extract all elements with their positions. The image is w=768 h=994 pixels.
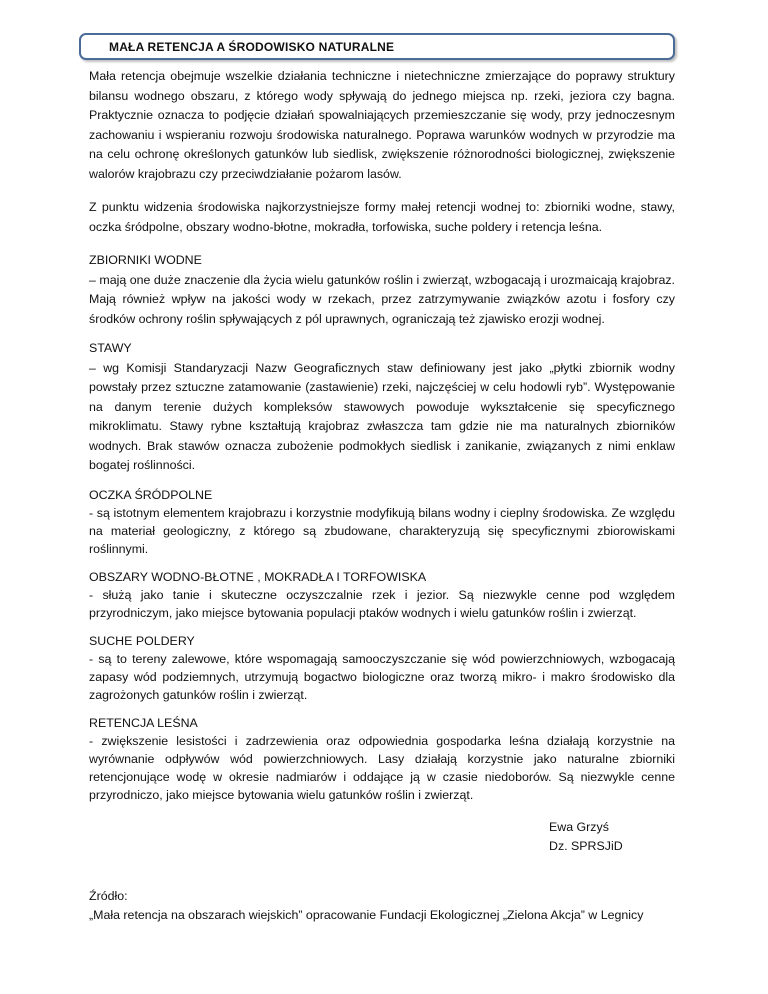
source-label: Źródło:	[89, 888, 128, 903]
section-title: OCZKA ŚRÓDPOLNE	[89, 487, 213, 502]
section-obszary-wodno-blotne	[89, 568, 675, 622]
section-title: ZBIORNIKI WODNE	[89, 253, 202, 267]
title-box	[79, 33, 675, 60]
intro-paragraph: Mała retencja obejmuje wszelkie działania techniczne i nietechniczne zmierzające do poprawy struktury bilansu wodnego obszaru, z którego wody spływają do jednego miejsca np. rzeki, jeziora czy bagna. Praktycznie oznacza to podjęcie działań spowalniających przemieszczanie się wody, przy jednoczesnym zachowaniu i wspieraniu rozwoju środowiska naturalnego. Poprawa warunków wodnych w przyrodzie ma na celu ochronę określonych gatunków lub siedlisk, zwiększenie różnorodności biologicznej, zwiększenie walorów krajobrazu czy przeciwdziałanie pożarom lasów.	[89, 69, 675, 181]
source	[89, 887, 675, 925]
document-body	[89, 67, 675, 925]
section-body: – mają one duże znaczenie dla życia wielu gatunków roślin i zwierząt, wzbogacają i urozmaicają krajobraz. Mają również wpływ na jakości wody w rzekach, przez zatrzymywanie związków azotu i fosfory czy środków ochrony roślin spływających z pól uprawnych, ograniczają też zjawisko erozji wodnej.	[89, 272, 675, 326]
intro-paragraph: Z punktu widzenia środowiska najkorzystniejsze formy małej retencji wodnej to: zbiorniki wodne, stawy, oczka śródpolne, obszary wodno-błotne, mokradła, torfowiska, suche poldery i retencja leśna.	[89, 200, 675, 234]
section-title: SUCHE POLDERY	[89, 633, 195, 648]
section-body: - służą jako tanie i skuteczne oczyszczalnie rzek i jezior. Są niezwykle cenne pod względem przyrodniczym, jako miejsce bytowania populacji ptaków wodnych i wielu gatunków roślin i zwierząt.	[89, 587, 675, 620]
section-oczka-srodpolne	[89, 486, 675, 558]
section-suche-poldery	[89, 632, 675, 704]
section-title: RETENCJA LEŚNA	[89, 715, 198, 730]
section-body: - są to tereny zalewowe, które wspomagają samooczyszczanie się wód powierzchniowych, wzbogacają zapasy wód podziemnych, utrzymują bogactwo biologiczne oraz tworzą mikro- i makro środowisko dla zagrożonych gatunków roślin i zwierząt.	[89, 651, 675, 702]
section-body: - zwiększenie lesistości i zadrzewienia oraz odpowiednia gospodarka leśna działają korzystnie na wyrównanie odpływów wód powierzchniowych. Lasy działają korzystnie jako naturalne zbiorniki retencjonujące wodę w okresie nadmiarów i oddające ją w czasie niedoborów. Są niezwykle cenne przyrodniczo, jako miejsce bytowania wielu gatunków roślin i zwierząt.	[89, 733, 675, 802]
signature-name: Ewa Grzyś	[549, 819, 609, 834]
section-body: – wg Komisji Standaryzacji Nazw Geograficznych staw definiowany jest jako „płytki zbiornik wodny powstały przez sztuczne zatamowanie (zastawienie) rzeki, najczęściej w celu hodowli ryb”. Występowanie na danym terenie dużych kompleksów stawowych powoduje wykształcenie się specyficznego mikroklimatu. Stawy rybne kształtują krajobraz zwłaszcza tam gdzie nie ma naturalnych zbiorników wodnych. Brak stawów oznacza zubożenie podmokłych siedlisk i zanikanie, związanych z nimi enklaw bogatej roślinności.	[89, 360, 675, 472]
signature	[89, 818, 675, 856]
section-retencja-lesna	[89, 714, 675, 804]
document-title: MAŁA RETENCJA A ŚRODOWISKO NATURALNE	[109, 40, 395, 54]
section-title: STAWY	[89, 341, 132, 355]
section-title: OBSZARY WODNO-BŁOTNE , MOKRADŁA I TORFOWISKA	[89, 569, 427, 584]
section-zbiorniki-wodne	[89, 251, 675, 329]
source-text: „Mała retencja na obszarach wiejskich” opracowanie Fundacji Ekologicznej „Zielona Akcja” w Legnicy	[89, 907, 644, 922]
section-stawy	[89, 339, 675, 476]
section-body: - są istotnym elementem krajobrazu i korzystnie modyfikują bilans wodny i cieplny środowiska. Ze względu na materiał geologiczny, z którego są zbudowane, charakteryzują się specyficznymi zbiorowiskami roślinnymi.	[89, 505, 675, 556]
signature-department: Dz. SPRSJiD	[549, 838, 623, 853]
